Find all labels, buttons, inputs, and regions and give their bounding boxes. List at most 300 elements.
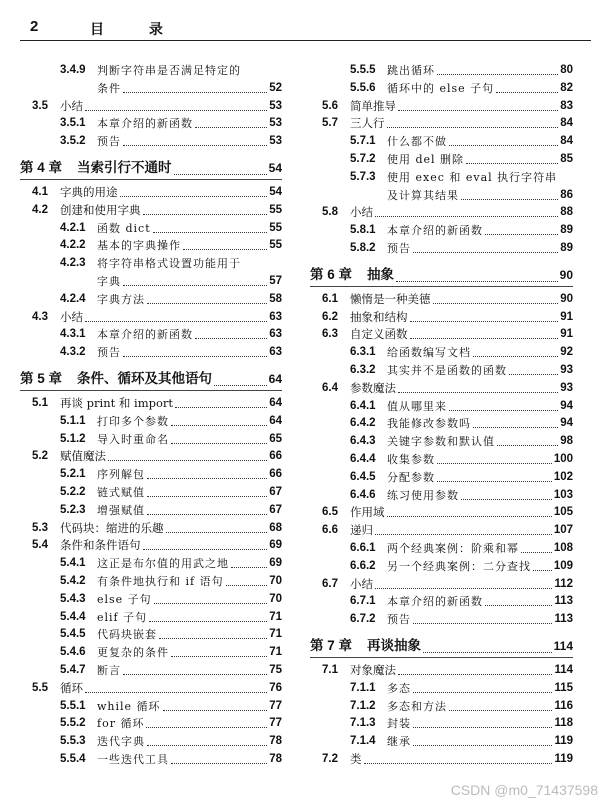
- dot-leader: [437, 74, 558, 75]
- toc-entry-title: 链式赋值: [97, 486, 145, 499]
- toc-entry-number: 5.8.2: [350, 242, 376, 254]
- toc-entry-title: 使用 exec 和 eval 执行字符串: [387, 170, 558, 184]
- toc-entry-number: 6.4.4: [350, 453, 376, 465]
- toc-entry-number: 6.3.1: [350, 346, 376, 359]
- dot-leader: [437, 463, 552, 464]
- toc-entry-title: 自定义函数: [350, 327, 408, 342]
- toc-entry-number: 5.2.3: [60, 503, 86, 516]
- toc-entry-page: 63: [269, 310, 282, 323]
- toc-section-entry: [20, 395, 282, 412]
- toc-entry-title: 本章介绍的新函数: [387, 595, 483, 609]
- toc-entry-title: 判断字符串是否满足特定的: [97, 64, 241, 77]
- toc-entry-number: 第 7 章: [310, 638, 353, 653]
- toc-entry-title: 递归: [350, 523, 373, 538]
- toc-entry-title: 抽象: [367, 266, 394, 282]
- toc-entry-title: 及计算其结果: [387, 188, 459, 202]
- toc-entry-page: 112: [554, 577, 573, 590]
- toc-entry-title: 使用 del 删除: [387, 153, 465, 166]
- toc-entry-page: 68: [269, 521, 282, 534]
- dot-leader: [147, 496, 267, 497]
- dot-leader: [398, 392, 558, 393]
- toc-section-entry: [310, 751, 573, 768]
- dot-leader: [163, 710, 268, 711]
- toc-entry-title: 字典的用途: [60, 185, 118, 199]
- toc-section-entry: [310, 291, 573, 308]
- toc-subsection-entry: [310, 80, 573, 97]
- toc-entry-page: 64: [268, 372, 282, 386]
- toc-subsection-entry: [310, 487, 573, 504]
- toc-entry-page: 92: [560, 346, 573, 359]
- dot-leader: [149, 621, 267, 622]
- toc-subsection-entry: [310, 733, 573, 750]
- dot-leader: [147, 745, 267, 746]
- toc-entry-number: 5.2: [32, 450, 48, 463]
- dot-leader: [147, 303, 267, 304]
- toc-entry-page: 84: [560, 117, 573, 130]
- toc-entry-title: 小结: [60, 98, 83, 113]
- dot-leader: [171, 656, 267, 657]
- dot-leader: [413, 623, 552, 624]
- toc-entry-page: 90: [559, 267, 573, 282]
- dot-leader: [485, 605, 552, 606]
- toc-entry-title: 本章介绍的新函数: [387, 224, 483, 238]
- toc-entry-number: 6.3.2: [350, 364, 376, 376]
- toc-entry-title: for 循环: [97, 717, 145, 731]
- toc-entry-title: 代码块：缩进的乐趣: [60, 520, 164, 535]
- toc-entry-number: 5.6: [322, 99, 338, 112]
- toc-entry-number: 5.4.6: [60, 646, 86, 659]
- toc-subsection-entry: [310, 344, 573, 361]
- dot-leader: [461, 199, 558, 200]
- toc-subsection-entry: [20, 255, 282, 272]
- toc-section-entry: [20, 98, 282, 115]
- toc-entry-title: while 循环: [97, 699, 161, 713]
- toc-section-entry: [310, 380, 573, 397]
- dot-leader: [375, 534, 552, 535]
- running-header: [20, 14, 591, 41]
- dot-leader: [485, 234, 558, 235]
- toc-entry-page: 71: [269, 646, 282, 659]
- toc-entry-number: 6.6.1: [350, 542, 376, 554]
- toc-entry-title: elif 子句: [97, 610, 148, 624]
- toc-entry-number: 5.5.5: [350, 64, 376, 76]
- toc-entry-title: 抽象和结构: [350, 309, 408, 324]
- toc-section-entry: [310, 98, 573, 115]
- dot-leader: [413, 727, 552, 728]
- toc-entry-title: 另一个经典案例：二分查找: [387, 559, 531, 573]
- toc-entry-number: 6.4.3: [350, 435, 376, 448]
- toc-entry-page: 91: [560, 328, 573, 341]
- toc-entry-page: 70: [269, 575, 282, 587]
- toc-subsection-entry: [20, 733, 282, 750]
- toc-entry-title: 其实并不是函数的函数: [387, 364, 507, 377]
- toc-chapter-entry: [310, 264, 573, 287]
- toc-entry-number: 4.2.3: [60, 257, 86, 270]
- toc-entry-number: 第 5 章: [20, 371, 63, 386]
- toc-entry-title: 作用域: [350, 505, 385, 520]
- toc-section-entry: [310, 576, 573, 593]
- dot-leader: [123, 674, 267, 675]
- dot-leader: [449, 710, 552, 711]
- toc-entry-title: 收集参数: [387, 453, 435, 466]
- dot-leader: [509, 374, 558, 375]
- toc-section-entry: [310, 309, 573, 326]
- toc-entry-title: 值从哪里来: [387, 399, 447, 413]
- toc-entry-number: 4.2.4: [60, 292, 86, 305]
- toc-entry-number: 6.7.1: [350, 595, 376, 608]
- dot-leader: [143, 214, 268, 215]
- dot-leader: [461, 499, 552, 500]
- dot-leader: [159, 638, 267, 639]
- toc-entry-number: 5.4.1: [60, 557, 86, 570]
- toc-subsection-entry: [310, 62, 573, 79]
- toc-entry-page: 88: [560, 206, 573, 219]
- toc-subsection-entry: [310, 187, 573, 204]
- toc-entry-page: 66: [269, 468, 282, 481]
- toc-entry-page: 67: [269, 486, 282, 498]
- toc-entry-page: 103: [553, 488, 573, 501]
- toc-entry-number: 5.5.4: [60, 753, 86, 765]
- toc-entry-number: 5.5.1: [60, 699, 86, 712]
- toc-subsection-entry: [310, 222, 573, 239]
- toc-subsection-entry: [20, 484, 282, 501]
- toc-entry-title: 多态: [387, 681, 411, 695]
- toc-entry-number: 7.1: [322, 664, 338, 676]
- toc-entry-title: 简单推导: [350, 98, 396, 113]
- dot-leader: [473, 427, 558, 428]
- toc-subsection-entry: [20, 431, 282, 448]
- dot-leader: [123, 356, 267, 357]
- toc-entry-title: 循环中的 else 子句: [387, 81, 495, 95]
- toc-subsection-entry: [310, 240, 573, 257]
- toc-entry-title: 代码块嵌套: [97, 628, 157, 642]
- toc-subsection-entry: [20, 62, 282, 79]
- toc-entry-title: 序列解包: [97, 468, 145, 482]
- toc-entry-title: 字典方法: [97, 292, 145, 306]
- toc-entry-page: 55: [269, 203, 282, 216]
- toc-entry-number: 6.5: [322, 506, 338, 519]
- toc-entry-title: 跳出循环: [387, 64, 435, 77]
- toc-entry-number: 5.5.2: [60, 717, 86, 730]
- toc-subsection-entry: [20, 291, 282, 308]
- dot-leader: [123, 92, 267, 93]
- toc-entry-title: 预告: [97, 346, 121, 360]
- toc-entry-title: 参数魔法: [350, 380, 396, 395]
- toc-section-entry: [20, 537, 282, 554]
- dot-leader: [437, 481, 552, 482]
- dot-leader: [174, 174, 267, 175]
- toc-entry-title: 有条件地执行和 if 语句: [97, 575, 224, 588]
- dot-leader: [396, 281, 558, 282]
- toc-entry-number: 5.7.3: [350, 170, 376, 183]
- toc-entry-number: 6.4.6: [350, 488, 376, 501]
- toc-entry-number: 7.2: [322, 753, 338, 765]
- toc-entry-title: 导入时重命名: [97, 432, 169, 446]
- dot-leader: [375, 588, 552, 589]
- toc-subsection-entry: [20, 326, 282, 343]
- dot-leader: [85, 110, 267, 111]
- dot-leader: [398, 110, 558, 111]
- toc-entry-number: 5.3: [32, 521, 48, 534]
- dot-leader: [231, 567, 267, 568]
- dot-leader: [410, 321, 559, 322]
- toc-subsection-entry: [310, 451, 573, 468]
- toc-entry-title: 小结: [60, 309, 83, 324]
- toc-entry-title: 条件和条件语句: [60, 538, 141, 553]
- toc-entry-page: 63: [269, 346, 282, 359]
- toc-subsection-entry: [310, 133, 573, 150]
- toc-entry-number: 5.4: [32, 539, 48, 552]
- dot-leader: [175, 407, 267, 408]
- toc-entry-title: 继承: [387, 735, 411, 749]
- toc-entry-page: 54: [268, 161, 282, 175]
- toc-subsection-entry: [20, 413, 282, 430]
- toc-entry-page: 69: [269, 557, 282, 570]
- toc-entry-page: 66: [269, 450, 282, 463]
- dot-leader: [433, 303, 559, 304]
- toc-entry-title: 关键字参数和默认值: [387, 435, 495, 449]
- toc-entry-title: 本章介绍的新函数: [97, 117, 193, 131]
- toc-entry-page: 119: [554, 735, 573, 748]
- toc-entry-page: 100: [553, 453, 573, 465]
- toc-entry-page: 113: [554, 595, 573, 608]
- toc-entry-number: 6.6.2: [350, 559, 376, 572]
- toc-entry-page: 80: [560, 64, 573, 76]
- toc-entry-title: 练习使用参数: [387, 488, 459, 502]
- toc-entry-title: 将字符串格式设置功能用于: [97, 257, 241, 271]
- toc-entry-number: 5.1.1: [60, 414, 86, 427]
- toc-entry-page: 78: [269, 753, 282, 765]
- toc-entry-number: 5.4.3: [60, 592, 86, 605]
- toc-subsection-entry: [310, 151, 573, 168]
- toc-entry-title: 增强赋值: [97, 503, 145, 517]
- toc-entry-title: 这正是布尔值的用武之地: [97, 557, 229, 571]
- toc-subsection-entry: [20, 237, 282, 254]
- dot-leader: [195, 338, 267, 339]
- toc-entry-number: 4.3.1: [60, 328, 86, 341]
- toc-subsection-entry: [20, 591, 282, 608]
- toc-entry-number: 4.1: [32, 186, 48, 198]
- toc-entry-number: 5.4.7: [60, 664, 86, 676]
- dot-leader: [423, 652, 552, 653]
- dot-leader: [143, 549, 268, 550]
- toc-entry-page: 98: [560, 435, 573, 448]
- dot-leader: [123, 285, 267, 286]
- toc-subsection-entry: [310, 169, 573, 186]
- dot-leader: [214, 385, 267, 386]
- toc-entry-page: 53: [269, 99, 282, 112]
- toc-entry-title: 函数 dict: [97, 221, 151, 235]
- toc-entry-number: 4.3.2: [60, 346, 86, 359]
- toc-entry-number: 5.4.5: [60, 628, 86, 641]
- toc-entry-number: 5.7: [322, 117, 338, 130]
- dot-leader: [410, 338, 559, 339]
- toc-entry-page: 75: [269, 664, 282, 676]
- toc-entry-title: 小结: [350, 576, 373, 591]
- dot-leader: [147, 514, 267, 515]
- toc-subsection-entry: [310, 469, 573, 486]
- toc-subsection-entry: [310, 558, 573, 575]
- toc-entry-page: 83: [560, 99, 573, 112]
- toc-subsection-entry: [20, 698, 282, 715]
- toc-entry-page: 55: [269, 239, 282, 252]
- toc-entry-number: 5.4.2: [60, 575, 86, 587]
- toc-entry-page: 67: [269, 503, 282, 516]
- toc-entry-title: 三人行: [350, 116, 385, 131]
- toc-subsection-entry: [20, 466, 282, 483]
- toc-section-entry: [310, 115, 573, 132]
- dot-leader: [154, 603, 268, 604]
- toc-entry-page: 55: [269, 221, 282, 234]
- toc-entry-number: 6.4.1: [350, 399, 376, 412]
- toc-entry-title: 预告: [387, 242, 411, 255]
- toc-entry-title: 条件: [97, 81, 121, 95]
- toc-entry-page: 90: [560, 292, 573, 305]
- toc-subsection-entry: [20, 626, 282, 643]
- toc-entry-page: 53: [269, 135, 282, 148]
- toc-entry-page: 114: [554, 664, 573, 676]
- toc-entry-title: 什么都不做: [387, 135, 447, 149]
- dot-leader: [413, 745, 552, 746]
- toc-section-entry: [20, 448, 282, 465]
- toc-entry-number: 5.4.4: [60, 610, 86, 623]
- toc-entry-page: 57: [269, 275, 282, 287]
- toc-entry-number: 5.2.2: [60, 486, 86, 498]
- toc-entry-page: 102: [553, 470, 573, 483]
- watermark: CSDN @m0_71437598: [450, 782, 598, 798]
- toc-entry-page: 78: [269, 735, 282, 748]
- header-page-number: 2: [30, 18, 39, 35]
- dot-leader: [387, 127, 559, 128]
- toc-entry-page: 114: [553, 639, 573, 653]
- toc-subsection-entry: [20, 715, 282, 732]
- toc-entry-number: 7.1.3: [350, 717, 376, 730]
- toc-subsection-entry: [20, 220, 282, 237]
- toc-subsection-entry: [20, 502, 282, 519]
- toc-entry-page: 89: [560, 242, 573, 254]
- toc-entry-page: 107: [553, 524, 573, 537]
- toc-entry-title: 预告: [387, 613, 411, 627]
- toc-entry-number: 第 6 章: [310, 266, 353, 282]
- toc-entry-title: 两个经典案例：阶乘和幂: [387, 542, 519, 555]
- toc-subsection-entry: [310, 680, 573, 697]
- toc-entry-title: 更复杂的条件: [97, 646, 169, 660]
- toc-subsection-entry: [310, 362, 573, 379]
- toc-entry-number: 6.7: [322, 577, 338, 590]
- dot-leader: [183, 249, 267, 250]
- toc-chapter-entry: [310, 635, 573, 658]
- toc-entry-page: 77: [269, 717, 282, 730]
- toc-entry-number: 7.1.1: [350, 681, 376, 694]
- toc-subsection-entry: [20, 273, 282, 290]
- toc-section-entry: [20, 680, 282, 697]
- toc-section-entry: [310, 522, 573, 539]
- dot-leader: [120, 196, 268, 197]
- toc-subsection-entry: [310, 593, 573, 610]
- toc-entry-title: 给函数编写文档: [387, 346, 471, 360]
- toc-entry-title: else 子句: [97, 592, 152, 606]
- dot-leader: [533, 570, 552, 571]
- toc-entry-title: 小结: [350, 205, 373, 220]
- toc-entry-page: 64: [269, 414, 282, 427]
- toc-entry-number: 3.4.9: [60, 64, 86, 76]
- dot-leader: [171, 425, 267, 426]
- toc-entry-page: 70: [269, 592, 282, 605]
- dot-leader: [398, 674, 552, 675]
- toc-entry-title: 打印多个参数: [97, 414, 169, 428]
- toc-entry-title: 基本的字典操作: [97, 239, 181, 253]
- toc-entry-number: 5.5.3: [60, 735, 86, 748]
- toc-subsection-entry: [310, 415, 573, 432]
- toc-entry-number: 5.5: [32, 681, 48, 694]
- toc-entry-title: 断言: [97, 664, 121, 677]
- dot-leader: [226, 585, 268, 586]
- toc-entry-page: 63: [269, 328, 282, 341]
- toc-entry-number: 7.1.4: [350, 735, 376, 748]
- toc-subsection-entry: [310, 715, 573, 732]
- dot-leader: [171, 443, 267, 444]
- toc-entry-page: 85: [560, 153, 573, 165]
- toc-entry-title: 再谈 print 和 import: [60, 396, 174, 410]
- toc-entry-number: 7.1.2: [350, 699, 376, 712]
- toc-entry-number: 5.7.2: [350, 153, 376, 165]
- toc-entry-page: 52: [269, 81, 282, 94]
- toc-subsection-entry: [20, 133, 282, 150]
- toc-entry-number: 5.8: [322, 206, 338, 219]
- toc-entry-number: 第 4 章: [20, 160, 63, 175]
- toc-entry-number: 6.6: [322, 524, 338, 537]
- toc-entry-page: 71: [269, 610, 282, 623]
- toc-section-entry: [20, 202, 282, 219]
- toc-chapter-entry: [20, 368, 282, 391]
- dot-leader: [449, 145, 558, 146]
- toc-entry-title: 再谈抽象: [367, 638, 421, 653]
- toc-entry-page: 89: [560, 224, 573, 237]
- toc-subsection-entry: [20, 80, 282, 97]
- toc-subsection-entry: [20, 644, 282, 661]
- toc-entry-number: 6.4: [322, 381, 338, 394]
- toc-subsection-entry: [20, 115, 282, 132]
- toc-entry-title: 一些迭代工具: [97, 753, 169, 766]
- toc-entry-number: 4.2.2: [60, 239, 86, 252]
- toc-entry-title: 创建和使用字典: [60, 202, 141, 217]
- toc-section-entry: [310, 326, 573, 343]
- toc-entry-number: 5.8.1: [350, 224, 376, 237]
- dot-leader: [108, 460, 267, 461]
- toc-entry-number: 4.2.1: [60, 221, 86, 234]
- toc-entry-page: 91: [560, 310, 573, 323]
- toc-entry-number: 3.5: [32, 99, 48, 112]
- toc-entry-number: 3.5.2: [60, 135, 86, 148]
- toc-entry-title: 循环: [60, 680, 83, 695]
- toc-entry-title: 我能修改参数吗: [387, 417, 471, 431]
- header-title: 目 录: [90, 22, 183, 38]
- dot-leader: [473, 356, 558, 357]
- toc-subsection-entry: [20, 662, 282, 679]
- toc-entry-page: 94: [560, 399, 573, 412]
- toc-entry-title: 多态和方法: [387, 699, 447, 713]
- toc-entry-number: 4.2: [32, 203, 48, 216]
- toc-entry-number: 4.3: [32, 310, 48, 323]
- toc-entry-title: 迭代字典: [97, 735, 145, 749]
- toc-entry-page: 93: [560, 364, 573, 376]
- toc-entry-number: 5.5.6: [350, 81, 376, 94]
- dot-leader: [375, 216, 558, 217]
- toc-entry-page: 105: [553, 506, 573, 519]
- toc-entry-page: 94: [560, 417, 573, 430]
- toc-entry-title: 对象魔法: [350, 663, 396, 677]
- toc-subsection-entry: [310, 540, 573, 557]
